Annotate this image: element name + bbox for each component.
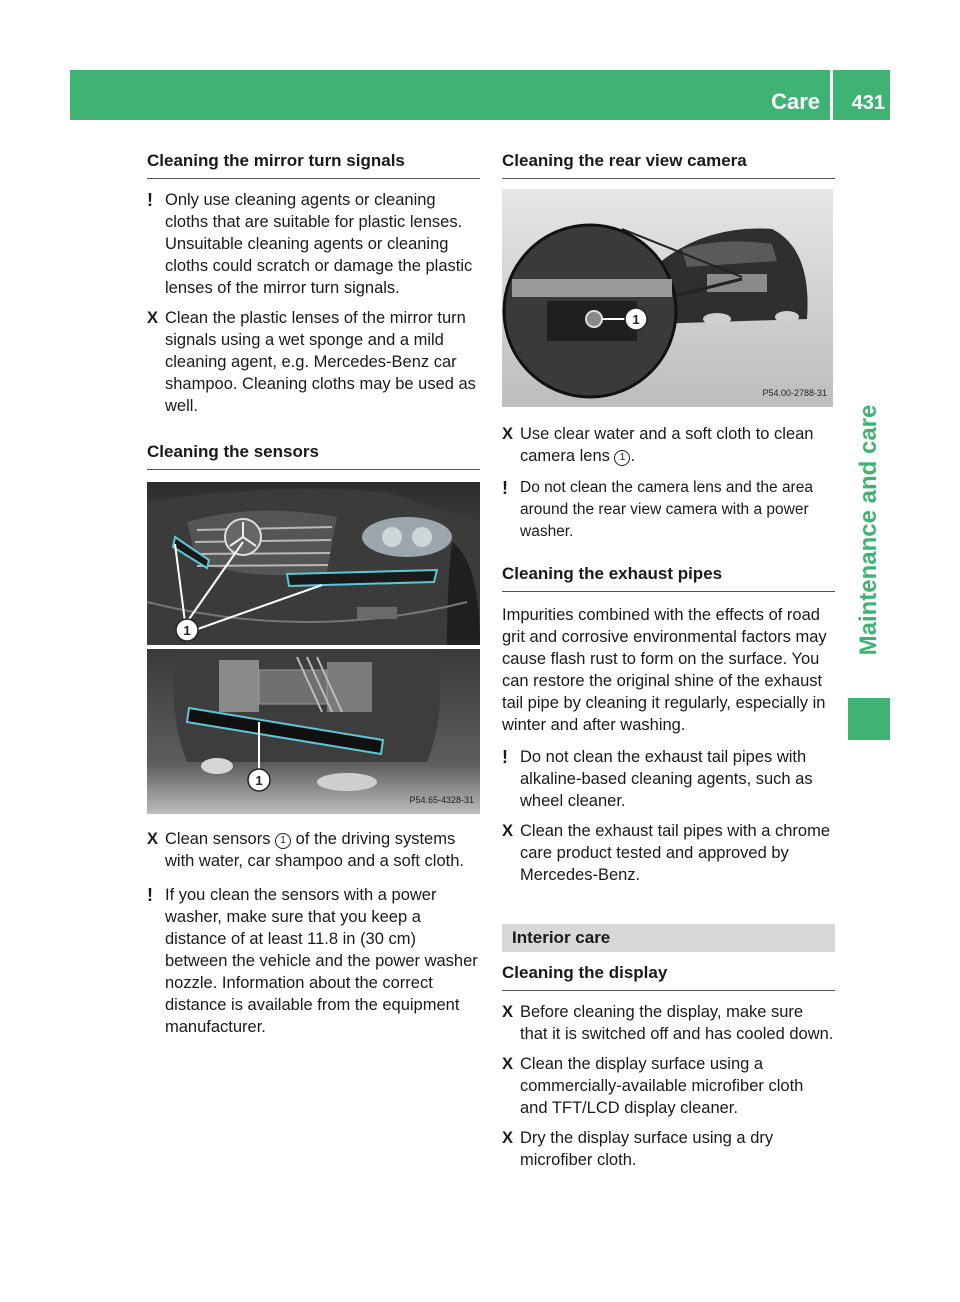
camera-heading: Cleaning the rear view camera bbox=[502, 150, 835, 179]
display-step-3 bbox=[502, 1127, 835, 1171]
camera-callout: 1 bbox=[632, 312, 640, 327]
interior-care-band: Interior care bbox=[502, 924, 835, 952]
camera-figure-code: P54.00-2788-31 bbox=[762, 388, 827, 398]
camera-step-pre: Use clear water and a soft cloth to clean camera lens bbox=[520, 425, 814, 465]
exhaust-step bbox=[502, 820, 835, 886]
camera-step bbox=[502, 423, 835, 467]
section-title: Care bbox=[771, 89, 820, 114]
warning-icon: ! bbox=[502, 478, 508, 498]
step-arrow-icon: X bbox=[147, 309, 159, 327]
warning-icon: ! bbox=[147, 885, 153, 905]
sensors-illustration bbox=[147, 482, 480, 814]
warning-icon: ! bbox=[147, 190, 153, 210]
header-divider bbox=[830, 70, 833, 120]
callout-1-icon: 1 bbox=[614, 450, 630, 466]
step-arrow-icon: X bbox=[147, 830, 159, 848]
display-step-1 bbox=[502, 1001, 835, 1045]
page-number: 431 bbox=[851, 92, 885, 114]
step-arrow-icon: X bbox=[502, 1003, 514, 1021]
exhaust-paragraph: Impurities combined with the effects of road grit and corrosive environmental factors may cause flash rust to form on the surface. You can restore the original shine of the exhaust tail pipe by cleaning it regularly, especially in winter and after washing. bbox=[502, 606, 827, 734]
mirror-heading: Cleaning the mirror turn signals bbox=[147, 150, 480, 179]
exhaust-heading: Cleaning the exhaust pipes bbox=[502, 563, 835, 592]
mirror-warning-text: Only use cleaning agents or cleaning cloths that are suitable for plastic lenses. Unsuitable cleaning agents or cleaning cloths could scratch or damage the plastic lenses of the mirror turn signals. bbox=[165, 191, 473, 297]
display-step-2-text: Clean the display surface using a commercially-available microfiber cloth and TFT/LCD display cleaner. bbox=[520, 1055, 804, 1117]
display-step-3-text: Dry the display surface using a dry microfiber cloth. bbox=[520, 1129, 774, 1169]
camera-step-post: . bbox=[630, 447, 636, 465]
sensors-step-pre: Clean sensors bbox=[165, 830, 276, 848]
chapter-marker bbox=[848, 698, 890, 740]
camera-illustration bbox=[502, 189, 833, 407]
camera-warning-text: Do not clean the camera lens and the area around the rear view camera with a power washer. bbox=[520, 479, 813, 540]
sensors-figure-code: P54.65-4328-31 bbox=[409, 795, 474, 805]
right-column bbox=[502, 150, 835, 1171]
front-callout: 1 bbox=[183, 623, 191, 638]
display-step-2 bbox=[502, 1053, 835, 1119]
page-header bbox=[70, 70, 890, 120]
chapter-tab-label: Maintenance and care bbox=[855, 404, 882, 656]
chapter-tab bbox=[848, 380, 890, 680]
step-arrow-icon: X bbox=[502, 1055, 514, 1073]
left-column bbox=[147, 150, 480, 1038]
display-step-1-text: Before cleaning the display, make sure that it is switched off and has cooled down. bbox=[520, 1003, 834, 1043]
sensors-step bbox=[147, 828, 480, 872]
display-heading: Cleaning the display bbox=[502, 962, 835, 991]
exhaust-warning bbox=[502, 746, 835, 812]
step-arrow-icon: X bbox=[502, 1129, 514, 1147]
warning-icon: ! bbox=[502, 747, 508, 767]
step-arrow-icon: X bbox=[502, 425, 514, 443]
mirror-step bbox=[147, 307, 480, 417]
mirror-step-text: Clean the plastic lenses of the mirror turn signals using a wet sponge and a mild cleaning agent, e.g. Mercedes-Benz car shampoo. Cleaning cloths may be used as well. bbox=[165, 309, 476, 415]
camera-warning bbox=[502, 477, 835, 543]
callout-1-icon: 1 bbox=[275, 833, 291, 849]
camera-figure bbox=[502, 189, 833, 407]
sensors-warning-text: If you clean the sensors with a power washer, make sure that you keep a distance of at least 11.8 in (30 cm) between the vehicle and the power washer nozzle. Information about the correct distance is available from the equipment manufacturer. bbox=[165, 886, 478, 1036]
mirror-warning bbox=[147, 189, 480, 299]
sensors-step-post: of the driving systems with water, car shampoo and a soft cloth. bbox=[165, 830, 464, 870]
sensors-figure bbox=[147, 482, 480, 814]
exhaust-step-text: Clean the exhaust tail pipes with a chrome care product tested and approved by Mercedes-Benz. bbox=[520, 822, 831, 884]
rear-callout: 1 bbox=[255, 773, 263, 788]
step-arrow-icon: X bbox=[502, 822, 514, 840]
sensors-heading: Cleaning the sensors bbox=[147, 441, 480, 470]
exhaust-warning-text: Do not clean the exhaust tail pipes with alkaline-based cleaning agents, such as wheel cleaner. bbox=[520, 748, 813, 810]
sensors-warning bbox=[147, 884, 480, 1038]
